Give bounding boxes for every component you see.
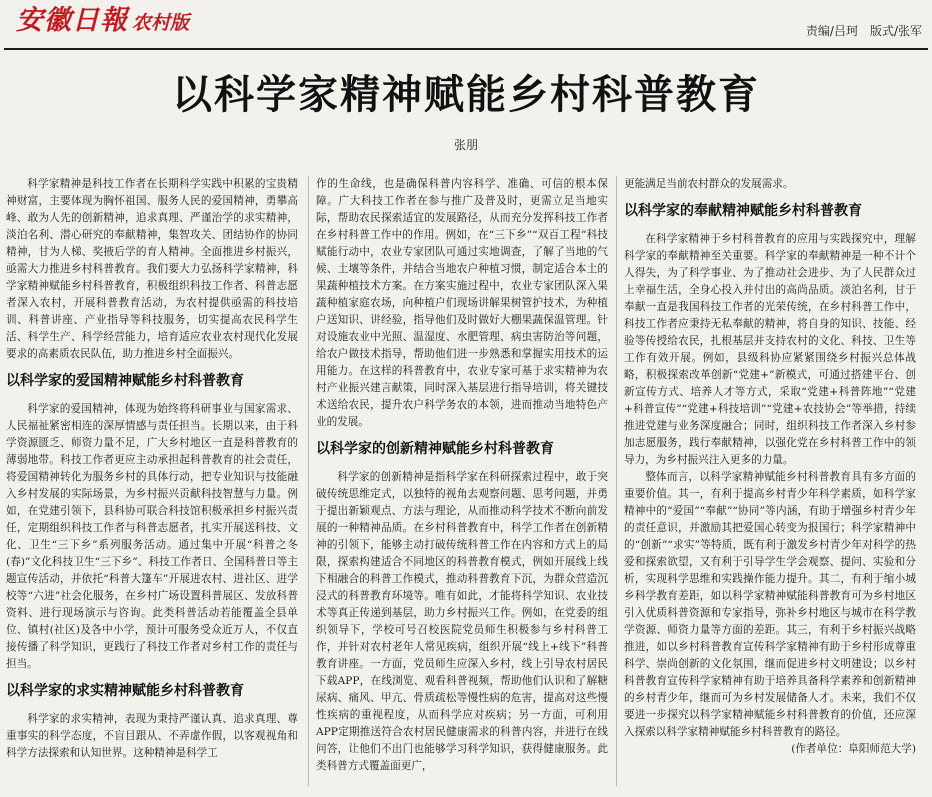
column-1 <box>6 176 298 786</box>
column-divider <box>308 176 309 786</box>
pragmatism-paragraph-start: 科学家的求实精神，表现为秉持严谨认真、追求真理、尊重事实的科学态度，不盲目跟从、不弄虚作假，以客观视角和科学方法探索和认知世界。这种精神是科学工 <box>6 713 298 759</box>
article-title: 以科学家精神赋能乡村科普教育 <box>172 72 760 118</box>
column-2 <box>316 176 608 786</box>
dedication-paragraph: 在科学家精神于乡村科普教育的应用与实践探究中，理解科学家的奉献精神至关重要。科学家的奉献精神是一种不计个人得失，为了科学事业、为了推动社会进步、为了人民群众过上幸福生活，全身心投入并付出的高尚品质。淡泊名利，甘于奉献一直是我国科技工作者的光荣传统，在乡村科普工作中，科技工作者应秉持无私奉献的精神，将自身的知识、技能、经验等传授给农民，扎根基层并支持农村的文化、科技、卫生等工作有效开展。例如，县级科协应紧紧围绕乡村振兴总体战略，积极探索改革创新“党建+”新模式，可通过搭建平台、创新宣传方式、培养人才等方式，采取“党建+科普阵地”“党建+科普宣传”“党建+科技培训”“党建+农技协会”等举措，持续推进党建与业务深度融合；同时，组织科技工作者深入乡村参加志愿服务，践行奉献精神，以强化党在乡村科普工作中的领导力，为乡村振兴注入更多的力量。 <box>624 233 916 466</box>
innovation-paragraph: 科学家的创新精神是指科学家在科研探索过程中，敢于突破传统思维定式，以独特的视角去观察问题、思考问题，并勇于提出新颖观点、方法与理论，从而推动科学技术不断向前发展的一种精神品质。在乡村科普教育中，科学工作者在创新精神的引领下，能够主动打破传统科普工作在内容和方式上的局限，探索构建适合不同地区的科普教育模式，例如开展线上线下相融合的科普工作模式，推动科普教育下沉，为群众营造沉浸式的科普教育环境等。唯有如此，才能将科学知识、农业技术等真正传递到基层，助力乡村振兴工作。例如，在党委的组织领导下，学校可号召校医院党员师生积极参与乡村科普工作，并针对农村老年人常见疾病，组织开展“线上+线下”科普教育讲座。一方面，党员师生应深入乡村，线上引导农村居民下载APP，在线浏览、观看科普视频，帮助他们认识和了解糖尿病、痛风、甲亢、骨质疏松等慢性病的危害，提高对这些慢性疾病的重视程度，从而科学应对疾病；另一方面，可利用APP定期推送符合农村居民健康需求的科普内容，并进行在线问答，让他们不出门也能够学习科学知识，获得健康服务。此类科普方式覆盖面更广， <box>316 471 608 772</box>
patriotism-paragraph: 科学家的爱国精神，体现为始终将科研事业与国家需求、人民福祉紧密相连的深厚情感与责任担当。长期以来，由于科学资源匮乏、师资力量不足，广大乡村地区一直是科普教育的薄弱地带。科技工作者更应主动承担起科普教育的社会责任，将爱国精神转化为服务乡村的具体行动，把专业知识与技能融入乡村发展的实际场景，为乡村振兴贡献科技智慧与力量。例如，在党建引领下，县科协可联合科技馆积极承担乡村振兴责任，定期组织科技工作者与科普志愿者，扎实开展送科技、文化、卫生“三下乡”系列服务活动。通过集中开展“科普之冬(春)”文化科技卫生“三下乡”、科技工作者日、全国科普日等主题宣传活动，并依托“科普大篷车”开展进农村、进社区、进学校等“六进”社会化服务，在乡村广场设置科普展区、发放科普资料、进行现场演示与咨询。此类科普活动若能覆盖全县单位、镇村(社区)及各中小学，预计可服务受众近万人，不仅直接传播了科学知识，更践行了科技工作者对乡村工作的责任与担当。 <box>6 403 298 670</box>
innovation-paragraph-continued: 更能满足当前农村群众的发展需求。 <box>624 178 794 190</box>
page-header <box>0 0 932 50</box>
intro-paragraph: 科学家精神是科技工作者在长期科学实践中积累的宝贵精神财富，主要体现为胸怀祖国、服务人民的爱国精神，勇攀高峰、敢为人先的创新精神，追求真理、严谨治学的求实精神，淡泊名利、潜心研究的奉献精神，集智攻关、团结协作的协同精神，甘为人梯、奖掖后学的育人精神。全面推进乡村振兴，亟需大力推进乡村科普教育。我们要大力弘扬科学家精神，科学家精神赋能乡村科普教育，积极组织科技工作者、科普志愿者深入农村，开展科普教育活动，为农村提供亟需的科技培训、科普讲座、产业指导等科技服务，切实提高农民科学生活、科学生产、科学经营能力，培育适应农业农村现代化发展要求的高素质农民队伍，助力推进乡村全面振兴。 <box>6 178 298 360</box>
masthead-name: 安徽日報 <box>16 5 128 36</box>
column-3 <box>624 176 916 786</box>
section-heading-patriotism: 以科学家的爱国精神赋能乡村科普教育 <box>6 373 244 389</box>
conclusion-paragraph: 整体而言，以科学家精神赋能乡村科普教育具有多方面的重要价值。其一，有利于提高乡村青少年科学素质，如科学家精神中的“爱国”“奉献”“协同”等内涵，有助于增强乡村青少年的责任意识，并激励其把爱国心转变为报国行；科学家精神中的“创新”“求实”等特质，既有利于激发乡村青少年对科学的热爱和探索欲望，又有利于引导学生学会观察、提问、实验和分析，实现科学思维和实践操作能力提升。其二，有利于缩小城乡科学教育差距，如以科学家精神赋能科普教育可为乡村地区引入优质科普资源和专家指导，弥补乡村地区与城市在科学教学资源、师资力量等方面的差距。其三，有利于乡村振兴战略推进，如以乡村科普教育宣传科学家精神有助于乡村形成尊重科学、崇尚创新的文化氛围，继而促进乡村文明建设；以乡村科普教育宣传科学家精神有助于培养具备科学素养和创新精神的乡村青少年，继而可为乡村发展储备人才。未来，我们不仅要进一步探究以科学家精神赋能乡村科普教育的价值，还应深入探索以科学家精神赋能乡村科普教育的路径。 <box>624 471 916 738</box>
masthead-edition: 农村版 <box>132 12 190 34</box>
column-divider <box>616 176 617 786</box>
section-heading-innovation: 以科学家的创新精神赋能乡村科普教育 <box>316 441 554 457</box>
article-author: 张朋 <box>453 138 478 152</box>
section-heading-dedication: 以科学家的奉献精神赋能乡村科普教育 <box>624 203 862 219</box>
newspaper-masthead <box>16 4 189 40</box>
section-heading-pragmatism: 以科学家的求实精神赋能乡村科普教育 <box>6 683 244 699</box>
author-affiliation: (作者单位：阜阳师范大学) <box>791 743 916 755</box>
editor-credits: 责编/吕珂 版式/张军 <box>805 24 922 38</box>
pragmatism-paragraph-continued: 作的生命线，也是确保科普内容科学、准确、可信的根本保障。广大科技工作者在参与推广及普及时，更需立足当地实际，帮助农民探索适宜的发展路径，从而充分发挥科技工作者在乡村科普工作中的作用。例如，在“三下乡”“双百工程”科技赋能行动中，农业专家团队可通过实地调查，了解了当地的气候、土壤等条件，并结合当地农户种植习惯，制定适合本土的果蔬种植技术方案。在方案实施过程中，农业专家团队深入果蔬种植家庭农场，向种植户们现场讲解果树管护技术，为种植户送知识、讲经验，指导他们及时做好大棚果蔬保温管理。针对设施农业中光照、温湿度、水肥管理、病虫害防治等问题，给农户做技术指导，帮助他们进一步熟悉和掌握实用技术的运用能力。在这样的科普教育中，农业专家可基于求实精神为农村产业振兴建言献策，同时深入基层进行指导培训，将关键技术送给农民，提升农户科学务农的本领，进而推动当地特色产业的发展。 <box>316 178 608 428</box>
header-rule <box>4 48 928 50</box>
